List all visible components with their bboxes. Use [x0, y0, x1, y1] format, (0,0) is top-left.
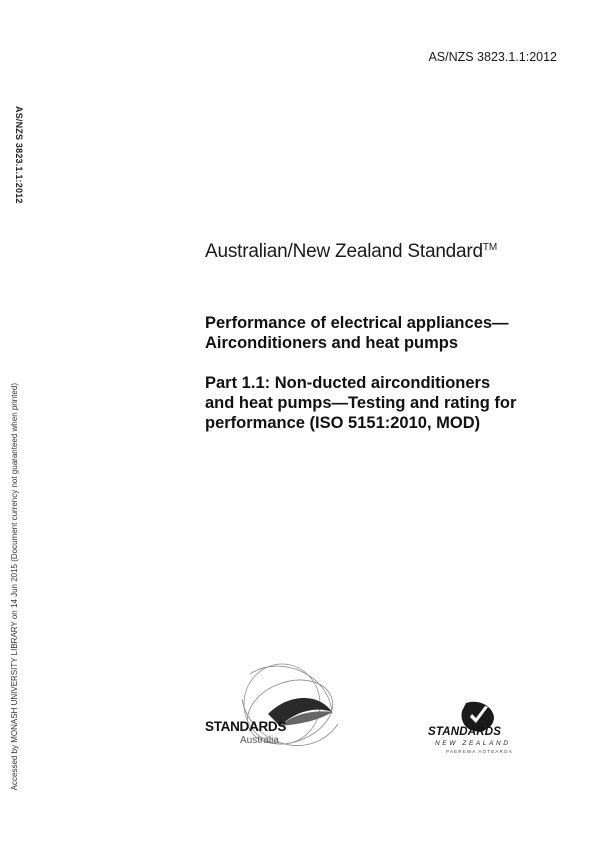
standards-australia-swirl-icon	[220, 654, 360, 774]
trademark-mark: TM	[482, 242, 497, 253]
main-title-line-2: Airconditioners and heat pumps	[205, 334, 459, 352]
spine-document-id: AS/NZS 3823.1.1:2012	[14, 106, 24, 204]
standards-nz-subtitle: NEW ZEALAND	[435, 740, 511, 747]
standard-heading-text: Australian/New Zealand Standard	[205, 241, 483, 262]
main-title	[205, 313, 575, 353]
standard-heading	[205, 241, 497, 263]
main-title-line-1: Performance of electrical appliances—	[205, 314, 509, 332]
standards-nz-wordmark: STANDARDS	[428, 726, 502, 738]
part-title-line-2: and heat pumps—Testing and rating for	[205, 394, 517, 412]
standards-nz-maori-subtitle: PAEREWA AOTEAROA	[446, 749, 513, 754]
access-note: Accessed by MONASH UNIVERSITY LIBRARY on 14 Jun 2015 (Document currency not guaranteed when printed)	[10, 383, 19, 791]
standards-australia-subtitle: Australia	[240, 735, 279, 746]
part-title	[205, 373, 585, 433]
part-title-line-3: performance (ISO 5151:2010, MOD)	[205, 414, 481, 432]
standards-australia-wordmark: STANDARDS	[205, 719, 287, 734]
document-id: AS/NZS 3823.1.1:2012	[428, 50, 557, 64]
part-title-line-1: Part 1.1: Non-ducted airconditioners	[205, 374, 491, 392]
